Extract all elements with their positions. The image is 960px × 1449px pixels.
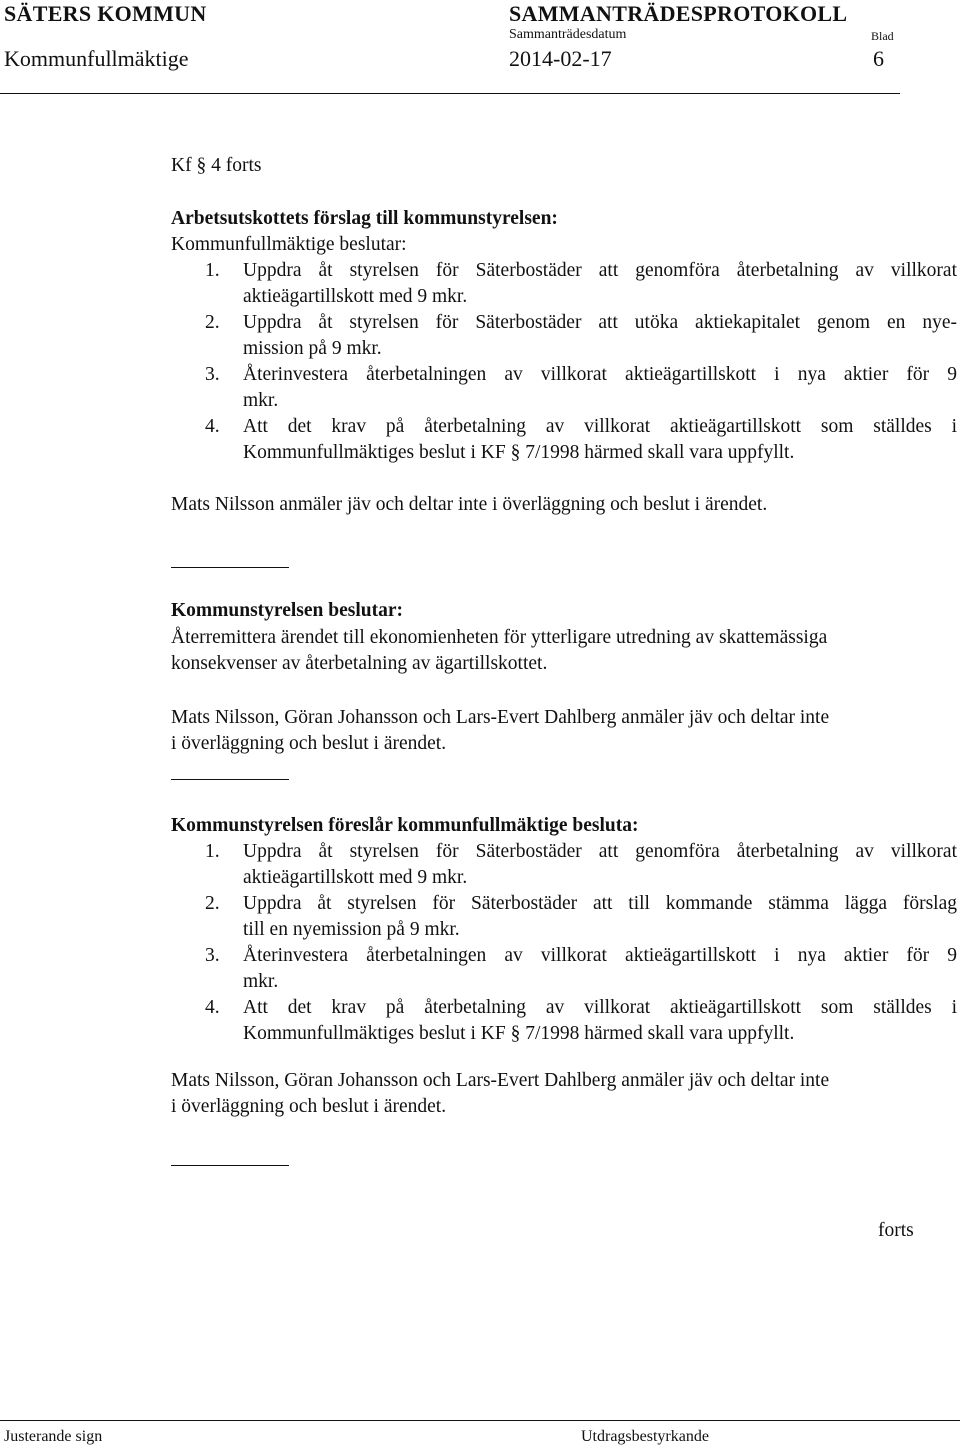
section-divider — [171, 1165, 289, 1166]
list-item — [171, 414, 957, 466]
list-item-text-cont: mkr. — [243, 390, 279, 411]
list-item-text-cont: Kommunfullmäktiges beslut i KF § 7/1998 härmed skall vara uppfyllt. — [243, 1023, 795, 1044]
section3-heading: Kommunstyrelsen föreslår kommunfullmäktige besluta: — [171, 815, 639, 836]
list-item-text-cont: aktieägartillskott med 9 mkr. — [243, 286, 468, 307]
list-item-text: Återinvestera återbetalningen av villkorat aktieägartillskott i nya aktier för 9 — [243, 945, 957, 966]
footer-signature-label: Justerande sign — [4, 1428, 103, 1445]
section1-jav: Mats Nilsson anmäler jäv och deltar inte i överläggning och beslut i ärendet. — [171, 494, 768, 515]
body-name: Kommunfullmäktige — [4, 46, 189, 71]
list-item-number: 3. — [205, 364, 220, 385]
section1-subheading: Kommunfullmäktige beslutar: — [171, 234, 407, 255]
list-item-number: 4. — [205, 416, 220, 437]
page-label: Blad — [871, 29, 894, 43]
section3-list — [171, 839, 957, 1047]
list-item-text-cont: mkr. — [243, 971, 279, 992]
section-divider — [171, 567, 289, 568]
list-item-number: 4. — [205, 997, 220, 1018]
list-item — [171, 995, 957, 1047]
list-item — [171, 258, 957, 310]
meeting-date: 2014-02-17 — [509, 46, 612, 71]
list-item-text: Att det krav på återbetalning av villkorat aktieägartillskott som ställdes i — [243, 997, 957, 1018]
list-item-number: 2. — [205, 312, 220, 333]
section2-jav: Mats Nilsson, Göran Johansson och Lars-Evert Dahlberg anmäler jäv och deltar inte — [171, 707, 830, 728]
section2-text-cont: konsekvenser av återbetalning av ägartillskottet. — [171, 653, 548, 674]
footer-rule — [0, 1420, 960, 1421]
list-item-text: Uppdra åt styrelsen för Säterbostäder att till kommande stämma lägga förslag — [243, 893, 957, 914]
municipality-name: SÄTERS KOMMUN — [4, 1, 207, 26]
list-item-text: Uppdra åt styrelsen för Säterbostäder att genomföra återbetalning av villkorat — [243, 260, 957, 281]
list-item-text: Återinvestera återbetalningen av villkorat aktieägartillskott i nya aktier för 9 — [243, 364, 957, 385]
document-type: SAMMANTRÄDESPROTOKOLL — [509, 1, 848, 26]
list-item-text-cont: mission på 9 mkr. — [243, 338, 382, 359]
list-item — [171, 839, 957, 891]
list-item-number: 1. — [205, 260, 220, 281]
section2-text: Återremittera ärendet till ekonomienheten för ytterligare utredning av skattemässiga — [171, 627, 828, 648]
section1-list — [171, 258, 957, 466]
list-item-text: Att det krav på återbetalning av villkorat aktieägartillskott som ställdes i — [243, 416, 957, 437]
list-item — [171, 891, 957, 943]
page-number: 6 — [873, 46, 884, 71]
section2-jav-cont: i överläggning och beslut i ärendet. — [171, 733, 447, 754]
section3-jav-cont: i överläggning och beslut i ärendet. — [171, 1096, 447, 1117]
footer-extract-label: Utdragsbestyrkande — [581, 1428, 709, 1445]
section-divider — [171, 779, 289, 780]
list-item — [171, 362, 957, 414]
list-item-text-cont: till en nyemission på 9 mkr. — [243, 919, 460, 940]
list-item-number: 3. — [205, 945, 220, 966]
list-item-number: 2. — [205, 893, 220, 914]
meeting-date-label: Sammanträdesdatum — [509, 27, 627, 42]
list-item-text-cont: Kommunfullmäktiges beslut i KF § 7/1998 härmed skall vara uppfyllt. — [243, 442, 795, 463]
header-rule — [0, 93, 900, 94]
section3-jav: Mats Nilsson, Göran Johansson och Lars-Evert Dahlberg anmäler jäv och deltar inte — [171, 1070, 830, 1091]
section1-heading: Arbetsutskottets förslag till kommunstyrelsen: — [171, 208, 558, 229]
continued-marker: forts — [878, 1220, 914, 1241]
list-item-text-cont: aktieägartillskott med 9 mkr. — [243, 867, 468, 888]
list-item-text: Uppdra åt styrelsen för Säterbostäder att genomföra återbetalning av villkorat — [243, 841, 957, 862]
section2-heading: Kommunstyrelsen beslutar: — [171, 600, 404, 621]
list-item — [171, 310, 957, 362]
paragraph-ref: Kf § 4 forts — [171, 155, 262, 176]
list-item-text: Uppdra åt styrelsen för Säterbostäder att utöka aktiekapitalet genom en nye- — [243, 312, 957, 333]
list-item-number: 1. — [205, 841, 220, 862]
list-item — [171, 943, 957, 995]
